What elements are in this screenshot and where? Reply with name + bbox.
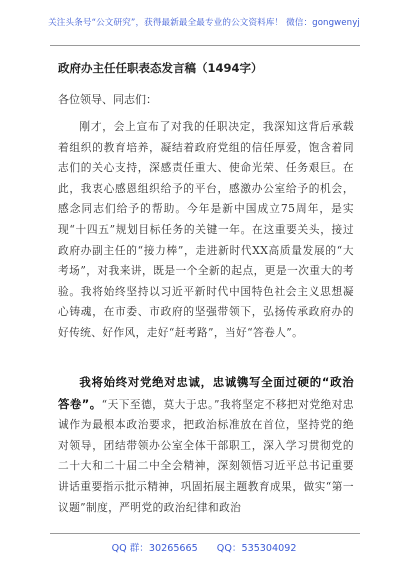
footer-divider — [50, 533, 360, 534]
header-divider — [50, 45, 360, 46]
header-banner: 关注头条号“公文研究”，获得最新最全最专业的公文资料库！ 微信：gongwenyj — [48, 18, 360, 28]
document-title: 政府办主任任职表态发言稿（1494字） — [58, 61, 263, 75]
section-heading: 我将始终对党绝对忠诚，忠诚镌写全面过硬的“政治答卷”。 — [58, 375, 354, 411]
body-paragraph-1: 刚才，会上宣布了对我的任职决定，我深知这背后承载着组织的教育培养，凝结着政府党组的信任厚爱，饱含着同志们的关心支持，深感责任重大、使命光荣、任务艰巨。在此，我衷心感恩组织给予的平台，感激办公室给予的机会，感念同志们给予的帮助。今年是新中国成立75周年，是实现“十四五”规划目标任务的关键一年。在这重要关头，接过政府办副主任的“接力棒”，走进新时代XX高质量发展的“大考场”，对我来讲，既是一个全新的起点，更是一次重大的考验。我将始终坚持以习近平新时代中国特色社会主义思想凝心铸魂，在市委、市政府的坚强带领下，弘扬传承政府办的好传统、好作风，走好“赶考路”，当好“答卷人”。 — [58, 120, 354, 339]
section-body: “天下至德，莫大于忠。”我将坚定不移把对党绝对忠诚作为最根本政治要求，把政治标准放在首位，坚持党的绝对领导，团结带领办公室全体干部职工，深入学习贯彻党的二十大和二十届二中全会精神，深刻领悟习近平总书记重要讲话重要指示批示精神，巩固拓展主题教育成果，做实“第一议题”制度，严明党的政治纪律和政治 — [58, 397, 354, 514]
footer-qq: QQ：535304092 — [216, 543, 297, 554]
footer-qq-group: QQ 群：30265665 — [111, 543, 198, 554]
footer — [0, 540, 408, 554]
body-paragraph-2 — [58, 372, 354, 518]
salutation: 各位领导、同志们： — [58, 93, 157, 106]
